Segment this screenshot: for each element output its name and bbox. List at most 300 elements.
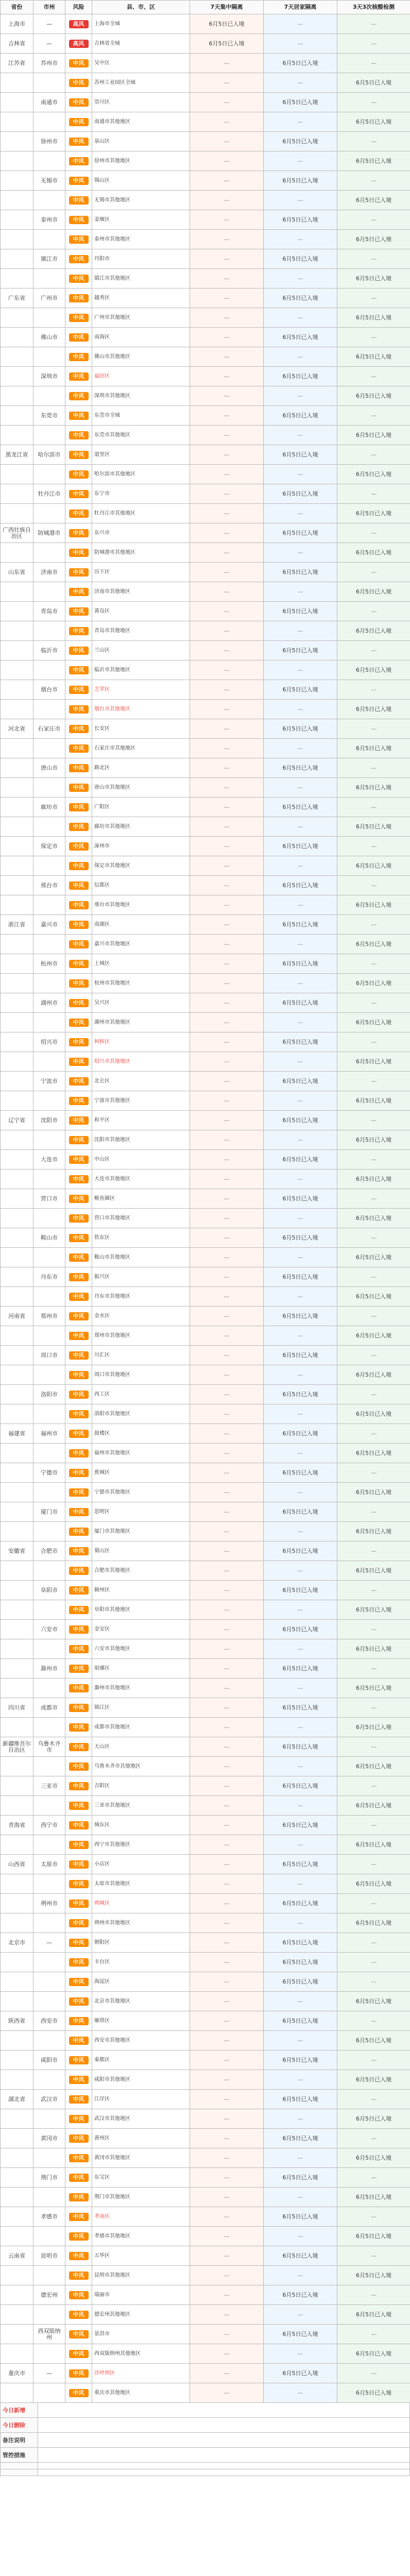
q3-cell-text: 6月5日已入境 (282, 294, 318, 301)
q3-cell-text: 6月5日已入境 (282, 1116, 318, 1124)
q33-cell (337, 856, 410, 876)
city-cell (33, 1522, 65, 1541)
q3-cell-text: 6月5日已入境 (282, 1978, 318, 1985)
q3-cell-text: 6月5日已入境 (282, 686, 318, 693)
risk-level-cell-text: 中风 (69, 1234, 89, 1242)
q33-cell (337, 1659, 410, 1679)
q3-cell (264, 1737, 337, 1757)
table-row (1, 680, 410, 700)
q33-cell-text: — (371, 2056, 377, 2063)
q3-cell (264, 1874, 337, 1894)
q7-cell (190, 837, 264, 856)
city-cell (33, 2266, 65, 2285)
q33-cell-text: — (371, 2330, 377, 2337)
q33-cell (337, 954, 410, 974)
city-cell-text: 黄冈市 (41, 2134, 58, 2142)
q33-cell (337, 1013, 410, 1032)
province-cell (1, 2266, 33, 2285)
risk-level-cell-text: 中风 (69, 2095, 89, 2104)
district-cell-text: 东宝区 (94, 2174, 110, 2180)
footer-label (1, 2469, 38, 2476)
city-cell-text: 青岛市 (41, 607, 58, 615)
city-cell-text: 徐州市 (41, 138, 58, 145)
q7-cell (190, 1522, 264, 1541)
q7-cell-text: — (224, 568, 230, 575)
province-cell (1, 1659, 33, 1679)
risk-level-cell-text: 中风 (69, 1469, 89, 1477)
city-cell (33, 739, 65, 758)
city-cell (33, 347, 65, 367)
q7-cell-text: — (224, 1704, 230, 1711)
q3-cell-text: — (297, 823, 303, 830)
city-cell (33, 2227, 65, 2246)
risk-level-cell-text: 中风 (69, 470, 89, 479)
province-cell (1, 1796, 33, 1816)
district-cell (92, 523, 190, 543)
q33-cell-text: 6月5日已入境 (356, 1332, 391, 1339)
district-cell-text: 朔州市其他地区 (94, 1920, 130, 1926)
district-cell (92, 837, 190, 856)
q7-cell-text: — (224, 2389, 230, 2396)
risk-level-cell (65, 2188, 92, 2207)
q7-cell-text: — (224, 725, 230, 732)
q3-cell (264, 1111, 337, 1130)
province-cell (1, 817, 33, 837)
q3-cell (264, 1463, 337, 1483)
q3-cell-text: — (297, 1293, 303, 1300)
risk-level-cell (65, 289, 92, 308)
q7-cell-text: — (224, 1116, 230, 1124)
risk-level-cell (65, 1561, 92, 1581)
risk-level-cell-text: 中风 (69, 1919, 89, 1927)
district-cell (92, 935, 190, 954)
q3-cell-text: — (297, 2272, 303, 2279)
table-row (1, 1385, 410, 1404)
q33-cell-text: — (371, 2369, 377, 2377)
q3-cell (264, 93, 337, 112)
city-cell (33, 2188, 65, 2207)
city-cell (33, 2246, 65, 2266)
city-cell-text: 郑州市 (41, 1312, 58, 1319)
city-cell (33, 34, 65, 54)
district-cell (92, 2285, 190, 2305)
city-cell (33, 954, 65, 974)
city-cell (33, 1600, 65, 1620)
table-row (1, 1267, 410, 1287)
q33-cell (337, 2344, 410, 2364)
q7-cell-text: — (224, 1488, 230, 1496)
q33-cell-text: — (371, 764, 377, 771)
q7-cell (190, 1953, 264, 1972)
q33-cell (337, 465, 410, 484)
risk-level-cell (65, 1326, 92, 1346)
district-cell-text: 金安区 (94, 1626, 110, 1632)
q3-cell-text: 6月5日已入境 (282, 725, 318, 732)
district-cell-text: 广州市其他地区 (94, 314, 130, 320)
city-cell-text: 周口市 (41, 1351, 58, 1359)
province-cell (1, 680, 33, 700)
district-cell-text: 南海区 (94, 334, 110, 340)
risk-level-cell (65, 856, 92, 876)
risk-level-cell (65, 1150, 92, 1170)
q3-cell-text: — (297, 1488, 303, 1496)
city-cell (33, 837, 65, 856)
q7-cell (190, 1170, 264, 1189)
risk-level-cell (65, 2109, 92, 2129)
district-cell (92, 798, 190, 817)
city-cell (33, 1581, 65, 1600)
risk-level-cell-text: 中风 (69, 2291, 89, 2299)
city-cell (33, 1757, 65, 1776)
q33-cell-text: — (371, 842, 377, 850)
table-row (1, 1639, 410, 1659)
q7-cell (190, 1502, 264, 1522)
province-cell (1, 484, 33, 504)
district-cell-text: 合肥市其他地区 (94, 1567, 130, 1573)
risk-level-cell-text: 中风 (69, 1508, 89, 1516)
district-cell-text: 丹东市其他地区 (94, 1293, 130, 1299)
q7-cell-text: — (224, 1273, 230, 1280)
q7-cell (190, 2011, 264, 2031)
table-row (1, 719, 410, 739)
district-cell (92, 856, 190, 876)
table-row (1, 1287, 410, 1307)
q7-cell-text: — (224, 235, 230, 243)
risk-level-cell (65, 1933, 92, 1953)
province-cell (1, 876, 33, 895)
province-cell (1, 1307, 33, 1326)
province-cell (1, 2207, 33, 2227)
risk-level-cell (65, 1228, 92, 1248)
risk-level-cell (65, 641, 92, 660)
province-cell-text: 黑龙江省 (5, 451, 28, 458)
table-row (1, 445, 410, 465)
q33-cell-text: 6月5日已入境 (356, 2115, 391, 2122)
q7-cell-text: — (224, 2154, 230, 2161)
q33-cell-text: 6月5日已入境 (356, 1919, 391, 1926)
q33-cell (337, 2383, 410, 2403)
q7-cell (190, 935, 264, 954)
q7-cell-text: — (224, 1019, 230, 1026)
q3-cell (264, 2266, 337, 2285)
city-cell (33, 798, 65, 817)
q7-cell-text: — (224, 1449, 230, 1456)
q33-cell-text: 6月5日已入境 (356, 2311, 391, 2318)
q33-cell (337, 2109, 410, 2129)
q33-cell-text: — (371, 1351, 377, 1359)
district-cell-text: 孝南区 (94, 2213, 110, 2219)
q7-cell (190, 2266, 264, 2285)
table-row (1, 2364, 410, 2383)
province-cell (1, 1189, 33, 1209)
risk-level-cell-text: 中风 (69, 1743, 89, 1751)
q3-cell-text: 6月5日已入境 (282, 2369, 318, 2377)
city-cell (33, 1444, 65, 1463)
q33-cell (337, 406, 410, 426)
q7-cell (190, 2070, 264, 2090)
q33-cell (337, 1581, 410, 1600)
q33-cell (337, 1502, 410, 1522)
q33-cell (337, 1561, 410, 1581)
district-cell (92, 230, 190, 249)
risk-level-cell-text: 中风 (69, 275, 89, 283)
table-row (1, 151, 410, 171)
city-cell (33, 778, 65, 798)
footer-text (38, 2469, 409, 2476)
district-cell-text: 荆门市其他地区 (94, 2194, 130, 2200)
province-cell (1, 230, 33, 249)
q33-cell (337, 563, 410, 582)
risk-level-cell (65, 1620, 92, 1639)
city-cell (33, 935, 65, 954)
q33-cell-text: — (371, 1156, 377, 1163)
risk-level-cell (65, 1913, 92, 1933)
q3-cell (264, 269, 337, 289)
province-cell (1, 1326, 33, 1346)
q7-cell (190, 2305, 264, 2325)
risk-level-cell-text: 中风 (69, 2389, 89, 2397)
q7-cell (190, 993, 264, 1013)
q33-cell (337, 1541, 410, 1561)
city-cell (33, 1483, 65, 1502)
q33-cell (337, 758, 410, 778)
q33-cell-text: — (371, 490, 377, 497)
district-cell-text: 吉林省全域 (94, 40, 120, 46)
q7-cell (190, 2364, 264, 2383)
q33-cell (337, 2148, 410, 2168)
q7-cell (190, 543, 264, 563)
city-cell-text: — (46, 20, 52, 27)
q7-cell-text: — (224, 2076, 230, 2083)
q3-cell-text: — (297, 392, 303, 399)
district-cell-text: 鼓楼区 (94, 1430, 110, 1436)
city-cell-text: 德宏州 (41, 2291, 58, 2298)
q3-cell (264, 191, 337, 210)
risk-level-cell (65, 954, 92, 974)
district-cell (92, 1209, 190, 1228)
q7-cell-text: — (224, 1939, 230, 1946)
q33-cell (337, 484, 410, 504)
q3-cell-text: — (297, 510, 303, 517)
province-cell (1, 1757, 33, 1776)
q33-cell (337, 289, 410, 308)
q33-cell-text: 6月5日已入境 (356, 1841, 391, 1848)
q33-cell (337, 1698, 410, 1718)
city-cell (33, 1189, 65, 1209)
district-cell (92, 621, 190, 641)
q33-cell-text: — (371, 1821, 377, 1828)
q7-cell (190, 719, 264, 739)
q7-cell-text: — (224, 2350, 230, 2357)
q3-cell-text: — (297, 1019, 303, 1026)
city-cell (33, 1150, 65, 1170)
q3-cell (264, 1248, 337, 1267)
q7-cell-text: — (224, 744, 230, 752)
footer-label: 今日新增 (1, 2403, 38, 2417)
risk-level-cell-text: 中风 (69, 784, 89, 792)
q7-cell (190, 1835, 264, 1855)
city-cell-text: 滁州市 (41, 1665, 58, 1672)
risk-level-cell-text: 中风 (69, 960, 89, 968)
footer-label (1, 2463, 38, 2469)
table-row (1, 2305, 410, 2325)
city-cell (33, 191, 65, 210)
q3-cell-text: 6月5日已入境 (282, 255, 318, 262)
risk-level-cell-text: 中风 (69, 451, 89, 459)
province-cell (1, 2344, 33, 2364)
province-cell-text: 浙江省 (8, 921, 25, 928)
district-cell-text: 郑州市其他地区 (94, 1332, 130, 1338)
district-cell (92, 347, 190, 367)
table-row (1, 2207, 410, 2227)
table-row (1, 484, 410, 504)
q33-cell (337, 1150, 410, 1170)
risk-level-cell-text: 中风 (69, 940, 89, 948)
risk-level-cell (65, 739, 92, 758)
province-cell (1, 2168, 33, 2188)
table-row (1, 582, 410, 602)
city-cell (33, 1463, 65, 1483)
q7-cell (190, 191, 264, 210)
province-cell-text: 云南省 (8, 2252, 25, 2259)
q3-cell-text: 6月5日已入境 (282, 882, 318, 889)
district-cell (92, 1248, 190, 1267)
q7-cell (190, 1111, 264, 1130)
q7-cell-text: — (224, 1351, 230, 1359)
table-row (1, 1855, 410, 1874)
risk-level-cell-text: 中风 (69, 1293, 89, 1301)
q3-cell (264, 758, 337, 778)
district-cell (92, 719, 190, 739)
q33-cell (337, 1913, 410, 1933)
district-cell-text: 福田区 (94, 373, 110, 379)
q7-cell (190, 1209, 264, 1228)
q7-cell-text: — (224, 1958, 230, 1965)
risk-level-cell-text: 中风 (69, 1488, 89, 1497)
table-row (1, 778, 410, 798)
province-cell (1, 1150, 33, 1170)
district-cell-text: 朔城区 (94, 1900, 110, 1906)
q3-cell (264, 739, 337, 758)
q33-cell-text: — (371, 1547, 377, 1554)
table-row (1, 1816, 410, 1835)
risk-level-cell-text: 中风 (69, 1391, 89, 1399)
q3-cell (264, 1013, 337, 1032)
q3-cell-text: — (297, 744, 303, 752)
risk-level-cell (65, 426, 92, 445)
table-row (1, 876, 410, 895)
footer-text (38, 2418, 409, 2432)
city-cell (33, 1424, 65, 1444)
district-cell (92, 1620, 190, 1639)
q3-cell (264, 465, 337, 484)
q33-cell (337, 700, 410, 719)
q7-cell-text: — (224, 431, 230, 438)
table-row (1, 1013, 410, 1032)
city-cell (33, 582, 65, 602)
q3-cell-text: 6月5日已入境 (282, 647, 318, 654)
q3-cell (264, 1091, 337, 1111)
district-cell (92, 1307, 190, 1326)
risk-level-cell (65, 1091, 92, 1111)
q33-cell-text: — (371, 2134, 377, 2142)
province-cell (1, 1816, 33, 1835)
district-cell (92, 1796, 190, 1816)
q7-cell (190, 289, 264, 308)
q3-cell (264, 289, 337, 308)
district-cell (92, 171, 190, 191)
q3-cell (264, 700, 337, 719)
q3-cell (264, 719, 337, 739)
province-cell (1, 739, 33, 758)
risk-level-cell-text: 中风 (69, 1038, 89, 1046)
q7-cell-text: — (224, 353, 230, 360)
district-cell (92, 1933, 190, 1953)
district-cell (92, 954, 190, 974)
table-row (1, 504, 410, 523)
district-cell-text: 颍州区 (94, 1587, 110, 1593)
table-row (1, 1365, 410, 1385)
city-cell-text: 防城港市 (38, 529, 61, 536)
header-q3: 7天居家隔离 (264, 1, 337, 14)
table-row (1, 1561, 410, 1581)
risk-level-cell-text: 高风 (69, 40, 89, 48)
risk-level-cell-text: 中风 (69, 901, 89, 909)
q33-cell (337, 445, 410, 465)
q3-cell-text: — (297, 79, 303, 86)
district-cell-text: 锦江区 (94, 1704, 110, 1710)
q3-cell-text: 6月5日已入境 (282, 1586, 318, 1594)
city-cell-text: — (46, 40, 52, 47)
q33-cell (337, 876, 410, 895)
risk-level-cell (65, 621, 92, 641)
risk-level-cell-text: 中风 (69, 627, 89, 635)
q3-cell-text: 6月5日已入境 (282, 764, 318, 771)
district-cell (92, 2344, 190, 2364)
q7-cell (190, 308, 264, 328)
q7-cell-text: — (224, 1234, 230, 1241)
province-cell (1, 700, 33, 719)
risk-level-cell (65, 1541, 92, 1561)
province-cell (1, 1639, 33, 1659)
city-cell-text: 孝感市 (41, 2213, 58, 2220)
risk-level-cell (65, 993, 92, 1013)
q33-cell-text: 6月5日已入境 (356, 2193, 391, 2200)
q33-cell (337, 504, 410, 523)
city-cell-text: 太原市 (41, 1860, 58, 1868)
district-cell-text: 柯桥区 (94, 1039, 110, 1045)
province-cell (1, 798, 33, 817)
q3-cell (264, 641, 337, 660)
province-cell (1, 34, 33, 54)
risk-level-cell-text: 中风 (69, 2350, 89, 2358)
q7-cell-text: — (224, 2174, 230, 2181)
q3-cell (264, 1600, 337, 1620)
table-row (1, 249, 410, 269)
q3-cell-text: — (297, 2154, 303, 2161)
district-cell-text: 昆明市其他地区 (94, 2272, 130, 2278)
district-cell-text: 周口市其他地区 (94, 1371, 130, 1378)
q33-cell (337, 2285, 410, 2305)
district-cell-text: 嘉兴市其他地区 (94, 941, 130, 947)
q33-cell-text: — (371, 1958, 377, 1965)
q7-cell (190, 386, 264, 406)
district-cell (92, 778, 190, 798)
q33-cell (337, 1444, 410, 1463)
table-row (1, 621, 410, 641)
risk-level-cell (65, 1698, 92, 1718)
q7-cell (190, 1581, 264, 1600)
